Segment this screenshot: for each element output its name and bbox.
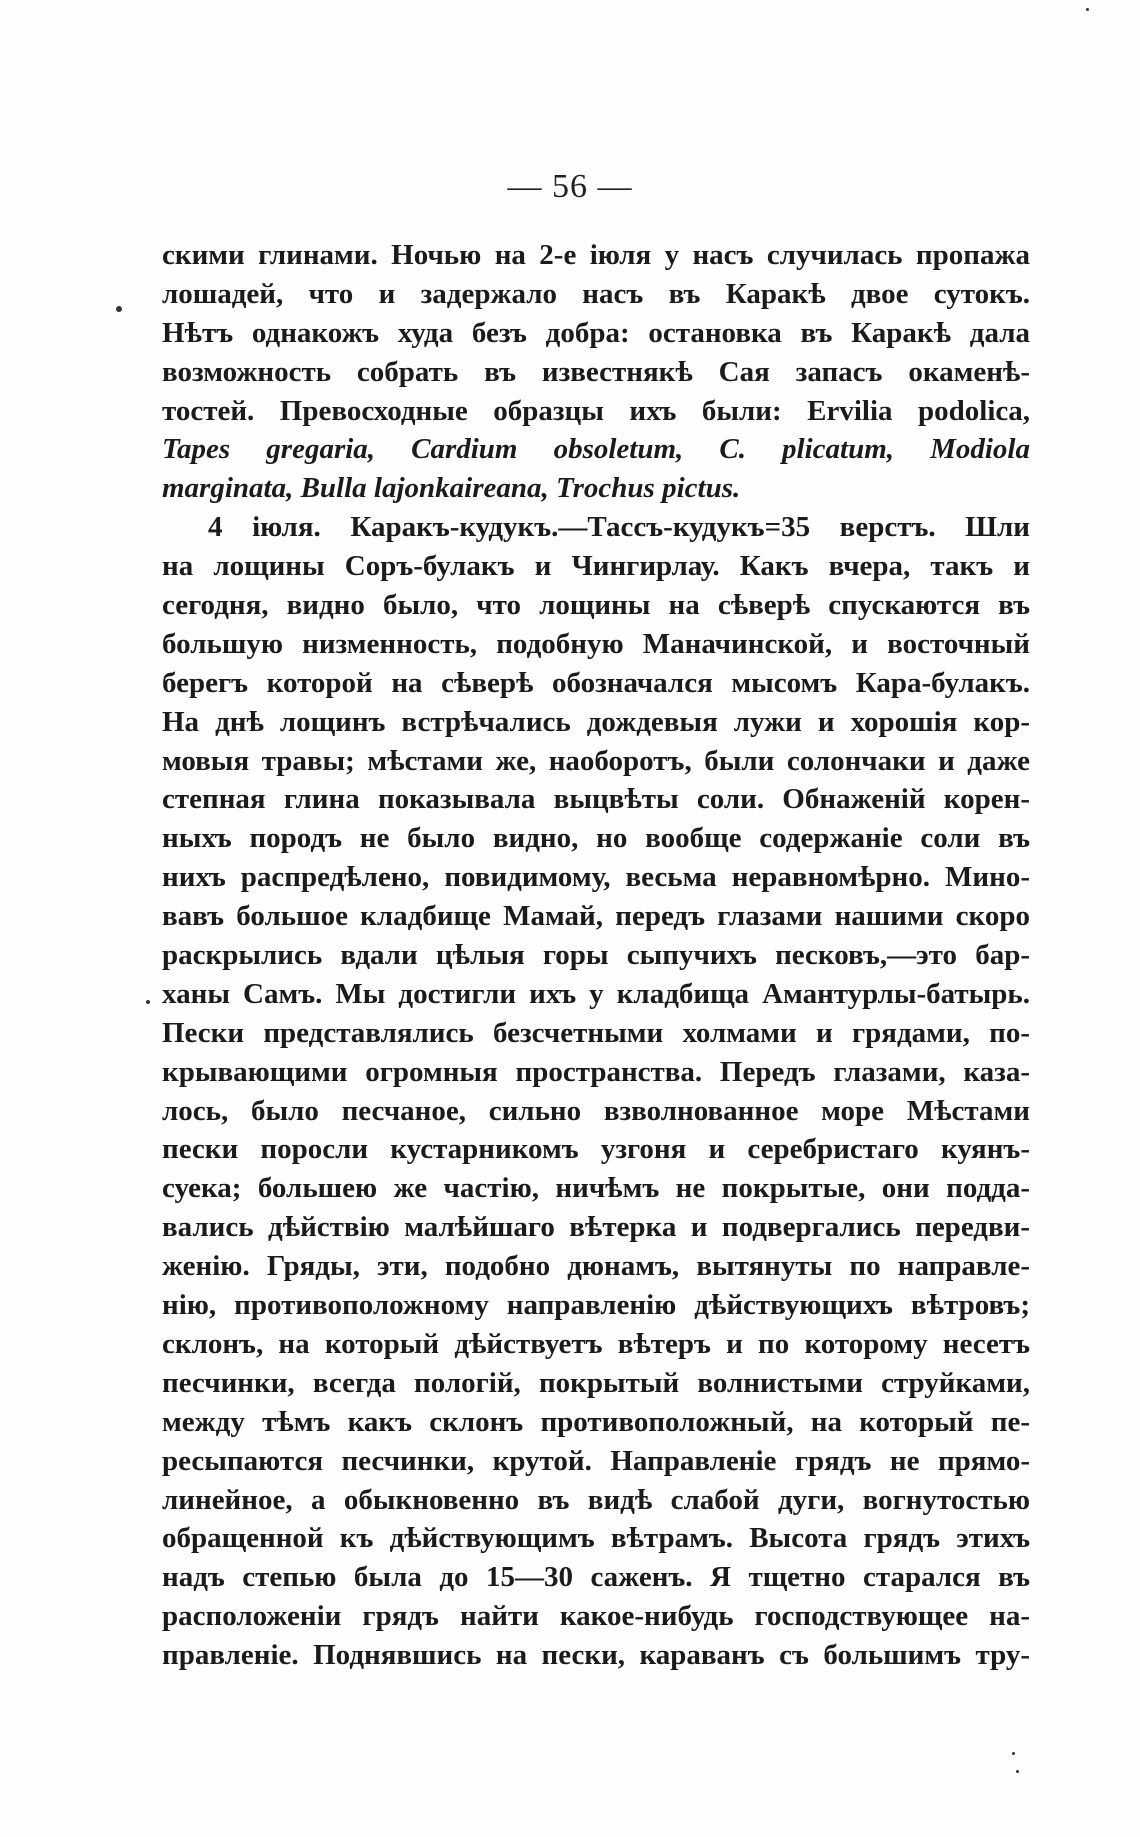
text-line: нію, противоположному направленію дѣйствующихъ вѣтровъ;: [162, 1289, 1030, 1322]
scan-speck: [1012, 1752, 1015, 1755]
text-line: вались дѣйствію малѣйшаго вѣтерка и подвергались передви-: [162, 1211, 1030, 1244]
text-line: нихъ распредѣлено, повидимому, весьма неравномѣрно. Мино-: [162, 861, 1030, 894]
text-line: большую низменность, подобную Маначинской, и восточный: [162, 627, 1030, 660]
text-line: на лощины Соръ-булакъ и Чингирлау. Какъ вчера, такъ и: [162, 550, 1030, 583]
scan-speck: [116, 306, 122, 312]
text-line: крывающими огромныя пространства. Передъ глазами, каза-: [162, 1055, 1030, 1088]
text-line: линейное, а обыкновенно въ видѣ слабой дуги, вогнутостью: [162, 1483, 1030, 1516]
scan-speck: [1016, 1770, 1019, 1773]
body-text: [162, 236, 1030, 1675]
text-line: обращенной къ дѣйствующимъ вѣтрамъ. Высота грядъ этихъ: [162, 1522, 1030, 1555]
text-line: сегодня, видно было, что лощины на сѣверѣ спускаются въ: [162, 589, 1030, 622]
text-line: степная глина показывала выцвѣты соли. Обнаженій корен-: [162, 783, 1030, 816]
text-line: правленіе. Поднявшись на пески, караванъ съ большимъ тру-: [162, 1639, 1030, 1672]
page-number: — 56 —: [507, 168, 633, 205]
text-line: между тѣмъ какъ склонъ противоположный, на который пе-: [162, 1405, 1030, 1438]
text-line: лось, было песчаное, сильно взволнованное море Мѣстами: [162, 1094, 1030, 1127]
text-line: берегъ которой на сѣверѣ обозначался мысомъ Кара-булакъ.: [162, 666, 1030, 699]
text-line: суека; большею же частію, ничѣмъ не покрытые, они подда-: [162, 1172, 1030, 1205]
text-line: Пески представлялись безсчетными холмами и грядами, по-: [162, 1016, 1030, 1049]
text-line: скими глинами. Ночью на 2-е іюля у насъ случилась пропажа: [162, 239, 1030, 271]
text-line: Нѣтъ однакожъ худа безъ добра: остановка въ Каракѣ дала: [162, 316, 1030, 349]
text-line: надъ степью была до 15—30 саженъ. Я тщетно старался въ: [162, 1561, 1030, 1594]
scan-speck: [1086, 8, 1089, 11]
text-line: пески поросли кустарникомъ узгоня и серебристаго куянъ-: [162, 1133, 1030, 1166]
text-line: раскрылись вдали цѣлыя горы сыпучихъ песковъ,—это бар-: [162, 939, 1030, 972]
text-line: женію. Гряды, эти, подобно дюнамъ, вытянуты по направле-: [162, 1250, 1030, 1283]
text-line: лошадей, что и задержало насъ въ Каракѣ двое сутокъ.: [162, 277, 1030, 310]
scan-speck: [146, 1000, 150, 1004]
text-line: 4 іюля. Каракъ-кудукъ.—Тассъ-кудукъ=35 верстъ. Шли: [208, 511, 1030, 544]
text-line: тостей. Превосходные образцы ихъ были: Ervilia podolica,: [162, 394, 1030, 427]
text-line: ныхъ породъ не было видно, но вообще содержаніе соли въ: [162, 822, 1030, 855]
text-line: ресыпаются песчинки, крутой. Направленіе грядъ не прямо-: [162, 1444, 1030, 1477]
text-line: ханы Самъ. Мы достигли ихъ у кладбища Амантурлы-батырь.: [162, 977, 1030, 1010]
text-line: На днѣ лощинъ встрѣчались дождевыя лужи и хорошія кор-: [162, 705, 1030, 738]
text-line: мовыя травы; мѣстами же, наоборотъ, были солончаки и даже: [162, 744, 1030, 777]
text-line: расположеніи грядъ найти какое-нибудь господствующее на-: [162, 1600, 1030, 1633]
text-line: Tapes gregaria, Cardium obsoletum, C. plicatum, Modiola: [162, 433, 1030, 466]
text-line: песчинки, всегда пологій, покрытый волнистыми струйками,: [162, 1366, 1030, 1399]
text-line: marginata, Bulla lajonkaireana, Trochus pictus.: [162, 472, 741, 505]
text-line: вавъ большое кладбище Мамай, передъ глазами нашими скоро: [162, 900, 1030, 933]
text-line: возможность собрать въ известнякѣ Сая запасъ окаменѣ-: [162, 355, 1030, 388]
text-line: склонъ, на который дѣйствуетъ вѣтеръ и по которому несетъ: [162, 1327, 1030, 1360]
